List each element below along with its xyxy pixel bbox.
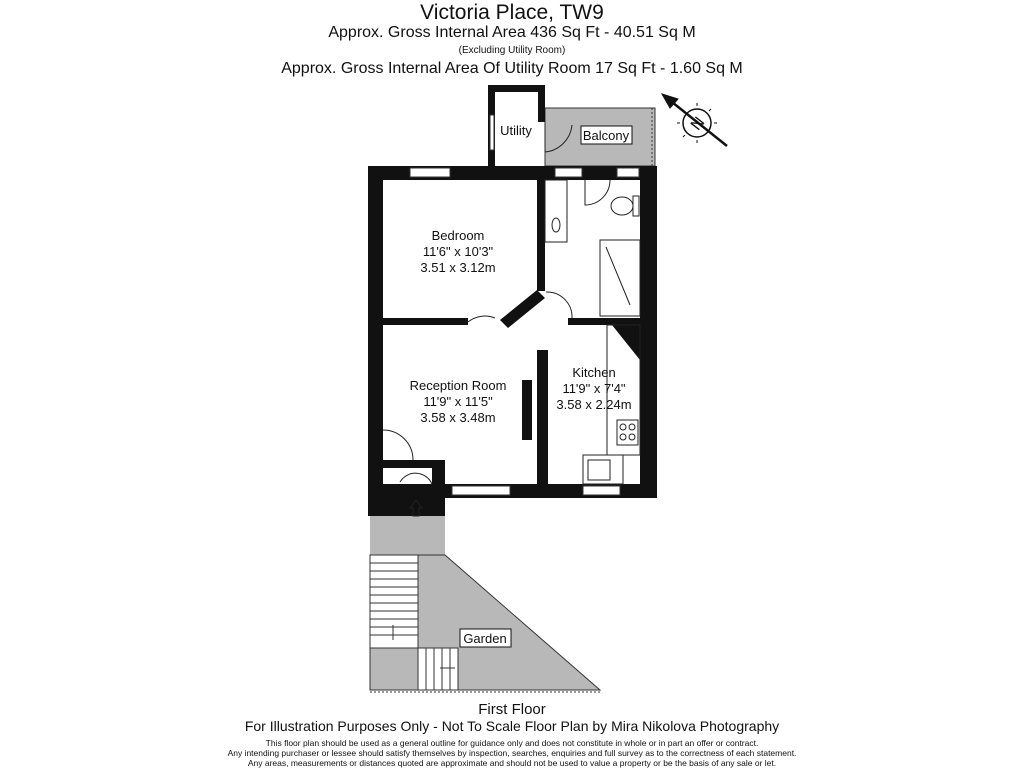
floor-label: First Floor [478, 701, 546, 718]
disclaimer-2: Any intending purchaser or lessee should satisfy themselves by inspection, searches, enquiries and full survey as to the correctness of each statement. [227, 748, 797, 758]
bedroom-imperial: 11'6" x 10'3" [422, 244, 494, 259]
kitchen-imperial: 11'9" x 7'4" [562, 381, 626, 396]
disclaimer-3: Any areas, measurements or distances quoted are approximate and should not be used to value a property or be the basis of any sale or let. [247, 758, 777, 768]
bedroom-label: Bedroom [431, 228, 485, 243]
reception-imperial: 11'9" x 11'5" [423, 394, 493, 409]
gross-area: Approx. Gross Internal Area 436 Sq Ft - 40.51 Sq M [328, 24, 696, 41]
credit-line: For Illustration Purposes Only - Not To Scale Floor Plan by Mira Nikolova Photography [244, 718, 780, 734]
disclaimer-1: This floor plan should be used as a general outline for guidance only and does not constitute in whole or in part an offer or contract. [265, 738, 759, 748]
utility-area: Approx. Gross Internal Area Of Utility Room 17 Sq Ft - 1.60 Sq M [281, 60, 743, 77]
compass-north-label: N [687, 114, 709, 134]
plan-title: Victoria Place, TW9 [420, 1, 604, 24]
utility-label: Utility [500, 123, 532, 138]
bedroom-metric: 3.51 x 3.12m [420, 260, 496, 275]
garden [370, 515, 600, 692]
area-note: (Excluding Utility Room) [458, 45, 566, 56]
reception-metric: 3.58 x 3.48m [420, 410, 496, 425]
kitchen-metric: 3.58 x 2.24m [556, 397, 632, 412]
balcony-label: Balcony [582, 128, 630, 143]
kitchen-label: Kitchen [572, 365, 616, 380]
reception-label: Reception Room [409, 378, 507, 393]
compass-icon [662, 94, 727, 146]
garden-label: Garden [463, 631, 507, 646]
